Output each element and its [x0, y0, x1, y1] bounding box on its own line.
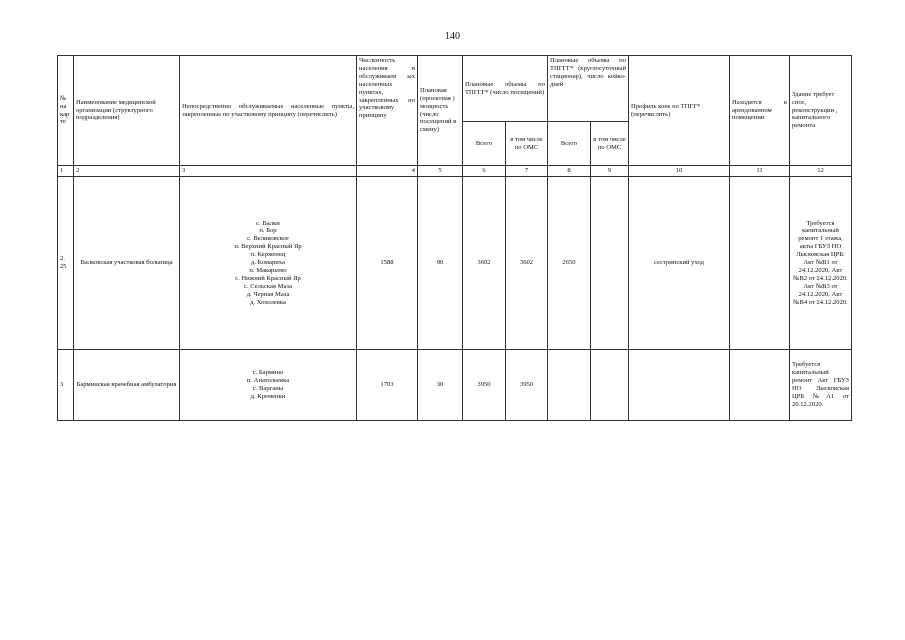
row-bed-days-total — [548, 350, 591, 421]
place-item: с. Варганы — [252, 385, 284, 392]
place-item: п. Макарьево — [249, 266, 287, 274]
row-population: 1703 — [357, 350, 418, 421]
place-item: п. Верхний Красный Яр — [234, 243, 302, 251]
place-item: д. Черная Маза — [246, 290, 290, 298]
row-visits-total: 3950 — [463, 350, 506, 421]
column-number: 4 — [357, 166, 418, 177]
column-number: 7 — [506, 166, 548, 177]
row-bed-days-total: 2650 — [548, 177, 591, 350]
row-org: Барминская врачебная амбулатория — [74, 350, 180, 421]
header-bed-days: Плановые объемы по ТПГГГ* (круглосуточный стационар), число койко-дней — [548, 56, 629, 122]
place-item: с. Бармино — [252, 369, 284, 377]
column-number: 3 — [180, 166, 357, 177]
header-population: Численность населения в обслуживаем ых населенных пунктах, закрепленных по участковому принципу — [357, 56, 418, 166]
place-item: д. Комариха — [251, 259, 285, 267]
column-number: 5 — [418, 166, 463, 177]
column-number-row — [58, 166, 852, 177]
place-item: п. Анатольевка — [246, 377, 290, 385]
header-rented: Находится в арендованном помещении — [730, 56, 790, 166]
place-item: с. Великовское — [247, 235, 289, 243]
header-places: Непосредственно обслуживаемые населенные пункты, закрепленные по участковому принципу (перечислить) — [180, 56, 357, 166]
row-places — [180, 177, 357, 350]
row-building: Требуется капитальный ремонт Акт ГБУЗ НО Лысковская ЦРБ №А1 от 20.12.2020. — [790, 350, 852, 421]
header-building: Здание требует снос, реконструкции , капитального ремонта — [790, 56, 852, 166]
header-num: № на кар те — [58, 56, 74, 166]
row-num: 2. 25 — [58, 177, 74, 350]
row-num: 3 — [58, 350, 74, 421]
header-bed-days-total: Всего — [548, 122, 591, 166]
row-visits-oms: 3602 — [506, 177, 548, 350]
row-building: Требуется капитальный ремонт 1 этажа, акты ГБУЗ НО Лысковская ЦРБ: Акт №В1 от 24.12.2020. Акт №В2 от 24.12.2020. Акт №В3 от 24.12.2020. Акт №В4 от 24.12.2020. — [790, 177, 852, 350]
header-org: Наименование медицинской организации (структурного подразделения) — [74, 56, 180, 166]
place-item: п. Бор — [259, 227, 277, 235]
header-visits-oms: в том числе по ОМС — [506, 122, 548, 166]
header-bed-days-oms: в том числе по ОМС — [591, 122, 629, 166]
column-number: 9 — [591, 166, 629, 177]
column-number: 11 — [730, 166, 790, 177]
table-row — [58, 177, 852, 350]
row-visits-oms: 3950 — [506, 350, 548, 421]
header-visits-total: Всего — [463, 122, 506, 166]
column-number: 8 — [548, 166, 591, 177]
row-rented — [730, 177, 790, 350]
place-item: с. Сельская Маза — [244, 282, 292, 290]
header-capacity: Плановая (проектная ) мощность (число посещений в смену) — [418, 56, 463, 166]
place-item: с. Валки — [256, 219, 280, 227]
row-capacity: 90 — [418, 177, 463, 350]
facilities-table — [57, 55, 852, 421]
row-bed-profile — [629, 350, 730, 421]
place-item: д. Кременки — [250, 392, 286, 400]
header-visits: Плановые объемы по ТПГГГ* (число посещений) — [463, 56, 548, 122]
column-number: 1 — [58, 166, 74, 177]
place-item: д. Хохолевка — [250, 298, 286, 306]
row-bed-days-oms — [591, 177, 629, 350]
row-rented — [730, 350, 790, 421]
column-number: 10 — [629, 166, 730, 177]
row-bed-days-oms — [591, 350, 629, 421]
column-number: 2 — [74, 166, 180, 177]
column-number: 6 — [463, 166, 506, 177]
row-visits-total: 3602 — [463, 177, 506, 350]
row-places — [180, 350, 357, 421]
row-bed-profile: сестринский уход — [629, 177, 730, 350]
row-population: 1588 — [357, 177, 418, 350]
row-capacity: 30 — [418, 350, 463, 421]
table-row — [58, 350, 852, 421]
place-item: с. Нижний Красный Яр — [235, 274, 301, 282]
column-number: 12 — [790, 166, 852, 177]
row-org: Валковская участковая больница — [74, 177, 180, 350]
header-bed-profile: Профиль коек по ТПГГ* (перечислить) — [629, 56, 730, 166]
page-number: 140 — [445, 31, 460, 42]
place-item: п. Керженец — [250, 251, 286, 259]
